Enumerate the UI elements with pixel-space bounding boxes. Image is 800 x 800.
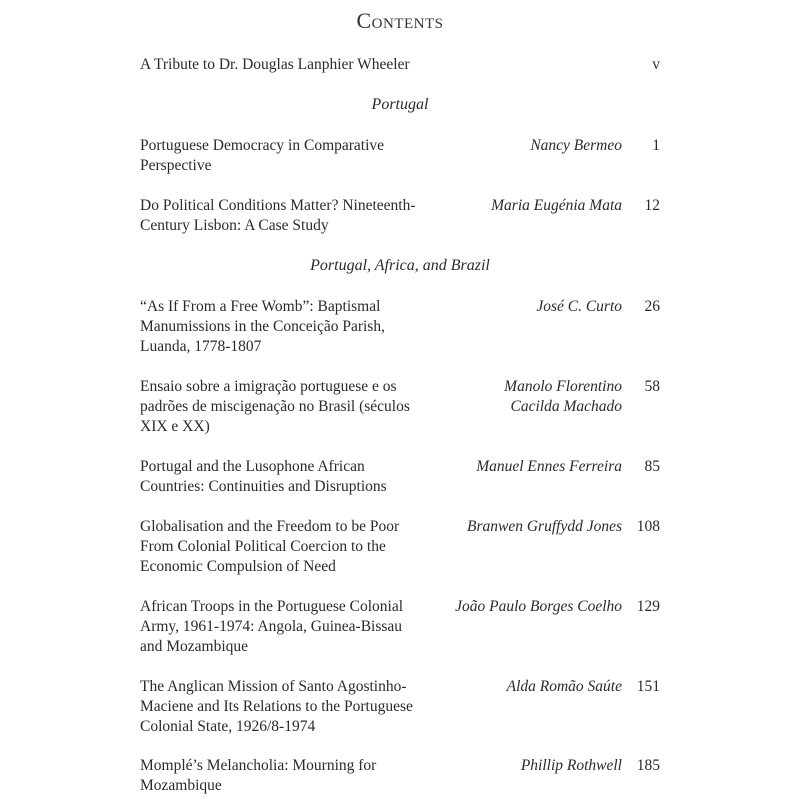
- entry-title: Portugal and the Lusophone African Countries: Continuities and Disruptions: [140, 458, 387, 495]
- entry-page: 185: [636, 757, 660, 774]
- entry-author: Maria Eugénia Mata: [491, 197, 622, 214]
- entry-author: Manolo Florentino Cacilda Machado: [504, 378, 622, 415]
- entry-title: African Troops in the Portuguese Colonial Army, 1961-1974: Angola, Guinea-Bissau and Mozambique: [140, 598, 404, 655]
- entry-title: Ensaio sobre a imigração portuguese e os padrões de miscigenação no Brasil (séculos XIX e XX): [140, 378, 410, 435]
- entry-title: A Tribute to Dr. Douglas Lanphier Wheeler: [140, 56, 410, 73]
- entry-title: Portuguese Democracy in Comparative Perspective: [140, 137, 385, 174]
- entry-page: 151: [636, 678, 660, 695]
- entry-page: 12: [644, 197, 660, 214]
- entry-title: Do Political Conditions Matter? Nineteenth- Century Lisbon: A Case Study: [140, 197, 416, 234]
- entry-author: Alda Romão Saúte: [506, 678, 622, 695]
- entry-page: 26: [644, 298, 660, 315]
- section-heading: Portugal: [371, 96, 429, 113]
- entry-author: João Paulo Borges Coelho: [455, 598, 622, 615]
- page-title: Contents: [356, 8, 444, 33]
- entry-author: José C. Curto: [536, 298, 622, 315]
- entry-title: The Anglican Mission of Santo Agostinho- Maciene and Its Relations to the Portuguese Colonial State, 1926/8-1974: [140, 678, 413, 735]
- entry-title: Momplé’s Melancholia: Mourning for Mozambique: [140, 757, 377, 794]
- entry-author: Phillip Rothwell: [520, 757, 622, 774]
- entry-page: v: [652, 56, 660, 73]
- entry-author: Branwen Gruffydd Jones: [467, 518, 622, 535]
- section-heading: Portugal, Africa, and Brazil: [310, 257, 490, 274]
- entry-page: 58: [644, 378, 660, 395]
- entry-title: Globalisation and the Freedom to be Poor From Colonial Political Coercion to the Economic Compulsion of Need: [140, 518, 400, 575]
- entry-page: 108: [636, 518, 660, 535]
- entry-page: 1: [652, 137, 660, 154]
- entry-page: 129: [636, 598, 660, 615]
- entry-title: “As If From a Free Womb”: Baptismal Manumissions in the Conceição Parish, Luanda, 1778-1807: [140, 298, 385, 355]
- entry-author: Nancy Bermeo: [530, 137, 622, 154]
- entry-page: 85: [644, 458, 660, 475]
- entry-author: Manuel Ennes Ferreira: [476, 458, 622, 475]
